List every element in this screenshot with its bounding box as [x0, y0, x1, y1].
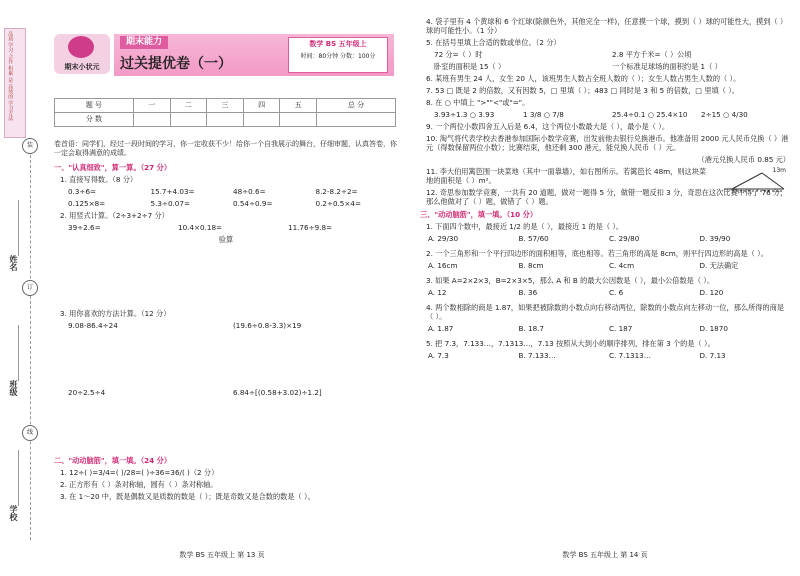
page-left — [44, 14, 400, 562]
table-row: 分 数 — [55, 113, 396, 127]
question: 12. 奇思参加数学竞赛，一共有 20 道题，做对一题得 5 分，做错一题反扣 3 分，奇思在这次比赛中得了 76 分，那么他做对了（ ）题，做错了（ ）题。 — [426, 188, 788, 206]
calc-row: 0.3÷6= 15.7+4.03= 48÷0.6= 8.2-8.2÷2= — [68, 186, 358, 196]
class-label: 班级 — [9, 380, 18, 396]
check-label: 验算 — [218, 234, 234, 244]
options-row: A. 29/30 B. 57/60 C. 29/80 D. 39/90 — [428, 234, 731, 243]
compare-row: 3.93÷1.3 ○ 3.93 1 3/8 ○ 7/8 25.4÷0.1 ○ 25.4×10 2÷15 ○ 4/30 — [434, 110, 748, 119]
question: 1. 12÷( )=3/4=( )/28=( )÷36=36/( )（2 分） — [60, 467, 219, 477]
binding-stripe: 品质 学习 合作 积累 是 高效的 学习方法 — [4, 28, 26, 138]
options-row: A. 12 B. 36 C. 6 D. 120 — [428, 288, 724, 297]
calc-row: 39÷2.6= 10.4×0.18= 11.76÷9.8= — [68, 222, 333, 232]
note: （港元兑换人民币 0.85 元） — [697, 155, 790, 164]
question: 2. 用竖式计算。（2÷3+2÷7 分） — [60, 210, 169, 220]
intro-text: 卷首语：同学们，经过一段时间的学习，你一定收获不少！给你一个自我展示的舞台，仔细审题，认真答卷，你一定会取得满意的成绩。 — [54, 140, 397, 157]
right-body — [420, 14, 790, 366]
calc-row: 9.08-86.4÷24 (19.6÷0.8-3.3)×19 — [68, 320, 302, 330]
options-row: A. 16cm B. 8cm C. 4cm D. 无法确定 — [428, 261, 739, 270]
question: 4. 两个数相除的商是 1.87，如果把被除数的小数点向右移动两位，除数的小数点向左移动一位，那么所得的商是（ ）。 — [426, 303, 785, 321]
work-space — [54, 400, 398, 452]
school-line — [18, 450, 19, 506]
question: 11. 李大伯用篱笆围一块菜地（其中一面靠墙），如右图所示。若篱笆长 48m，则这块菜地的面积是（ ）m²。 — [426, 167, 707, 185]
class-line — [18, 325, 19, 381]
page-right — [420, 14, 790, 562]
question: 5. 把 7.3，7.133…，7.1313…，7.13 按照从大到小的顺序排列，排在第 3 个的是（ ）。 — [426, 339, 715, 348]
calc-row: 0.125×8= 5.3÷0.07= 0.54÷0.9= 0.2÷0.5×4= — [68, 198, 362, 208]
question: 3. 如果 A=2×2×3，B=2×3×5，那么 A 和 B 的最大公因数是（ ），最小公倍数是（ ）。 — [426, 276, 715, 285]
work-space — [54, 244, 398, 306]
figure-label: 13m — [772, 167, 786, 174]
info-box: 数学 BS 五年级上 时间：80分钟 分数：100分 — [288, 37, 388, 73]
work-space — [54, 333, 398, 385]
question: 10. 淘气将代表学校去香港参加国际小数学竞赛，出发前他去银行兑换港币。他准备用 2000 元人民币兑换（ ）港元（得数保留两位小数）；比赛结束，他还剩 300 港元，能兑换人民币（ ）元。 — [426, 134, 789, 152]
question: 4. 袋子里有 4 个黄球和 6 个红球(除颜色外，其他完全一样)，任意摸一个球，摸到（ ）球的可能性大，摸到（ ）球的可能性小。（1 分） — [426, 17, 788, 35]
section-heading: 二、"动动脑筋"，填一填。（24 分） — [54, 455, 172, 465]
question: 1. 下面四个数中，最接近 1/2 的是（ ），最接近 1 的是（ ）。 — [426, 222, 624, 231]
question: 1. 直接写得数。（8 分） — [60, 174, 138, 184]
binding-cut-line — [30, 150, 31, 540]
subtitle: 期末能力 — [120, 36, 168, 49]
page-footer: 数学 BS 五年级上 第 14 页 — [562, 551, 648, 560]
title-ribbon — [114, 34, 394, 76]
question: 7. 53 □ 既是 2 的倍数，又有因数 5，□ 里填（ ）；483 □ 同时是 3 和 5 的倍数，□ 里填（ ）。 — [426, 86, 739, 95]
page-header — [44, 14, 400, 84]
fence-figure — [722, 167, 786, 193]
options-row: A. 1.87 B. 18.7 C. 187 D. 1870 — [428, 324, 728, 333]
question: 9. 一个两位小数四舍五入后是 6.4，这个两位小数最大是（ ），最小是（ ）。 — [426, 122, 670, 131]
name-label: 姓名 — [9, 255, 18, 271]
calc-row: 20÷2.5÷4 6.84÷[(0.58+3.02)÷1.2] — [68, 387, 322, 397]
question: 2. 一个三角形和一个平行四边形的面积相等，底也相等。若三角形的高是 8cm，则平行四边形的高是（ ）。 — [426, 249, 768, 258]
left-body — [54, 140, 398, 503]
question-with-figure — [420, 167, 790, 185]
binding-margin — [0, 0, 36, 576]
page-title: 过关提优卷（一） — [120, 56, 232, 72]
binding-circle: 线 — [22, 425, 38, 441]
question: 3. 用你喜欢的方法计算。（12 分） — [60, 308, 171, 318]
school-label: 学校 — [9, 505, 18, 521]
question: 5. 在括号里填上合适的数或单位。（2 分） — [426, 38, 561, 47]
section-heading: 一、"认真细致"，算一算。（27 分） — [54, 162, 172, 172]
binding-circle: 装 — [22, 138, 38, 154]
table-row: 题 号 一 二 三 四 五 总 分 — [55, 99, 396, 113]
brand-logo: 期末小状元 — [54, 34, 110, 74]
page-footer: 数学 BS 五年级上 第 13 页 — [179, 551, 265, 560]
fill-row: 卧室的面积是 15（ ） 一个标准足球场的面积约是 1（ ） — [434, 62, 722, 71]
options-row: A. 7.3 B. 7.133… C. 7.1313… D. 7.13 — [428, 351, 726, 360]
name-line — [18, 200, 19, 256]
fill-row: 72 分=（ ）时 2.8 平方千米=（ ）公顷 — [434, 50, 692, 59]
question: 3. 在 1～20 中，既是偶数又是质数的数是（ ）；既是奇数又是合数的数是（ ）。 — [60, 491, 315, 501]
question: 8. 在 ○ 中填上 ">""<"或"="。 — [426, 98, 530, 107]
question: 6. 某班有男生 24 人，女生 20 人，该班男生人数占全班人数的（ ）；女生人数占男生人数的（ ）。 — [426, 74, 741, 83]
binding-circle: 订 — [22, 280, 38, 296]
logo-icon — [68, 36, 94, 58]
section-heading: 三、"动动脑筋"，填一填。（10 分） — [420, 210, 538, 219]
score-table — [54, 98, 396, 127]
question: 2. 正方形有（ ）条对称轴，圆有（ ）条对称轴。 — [60, 479, 218, 489]
